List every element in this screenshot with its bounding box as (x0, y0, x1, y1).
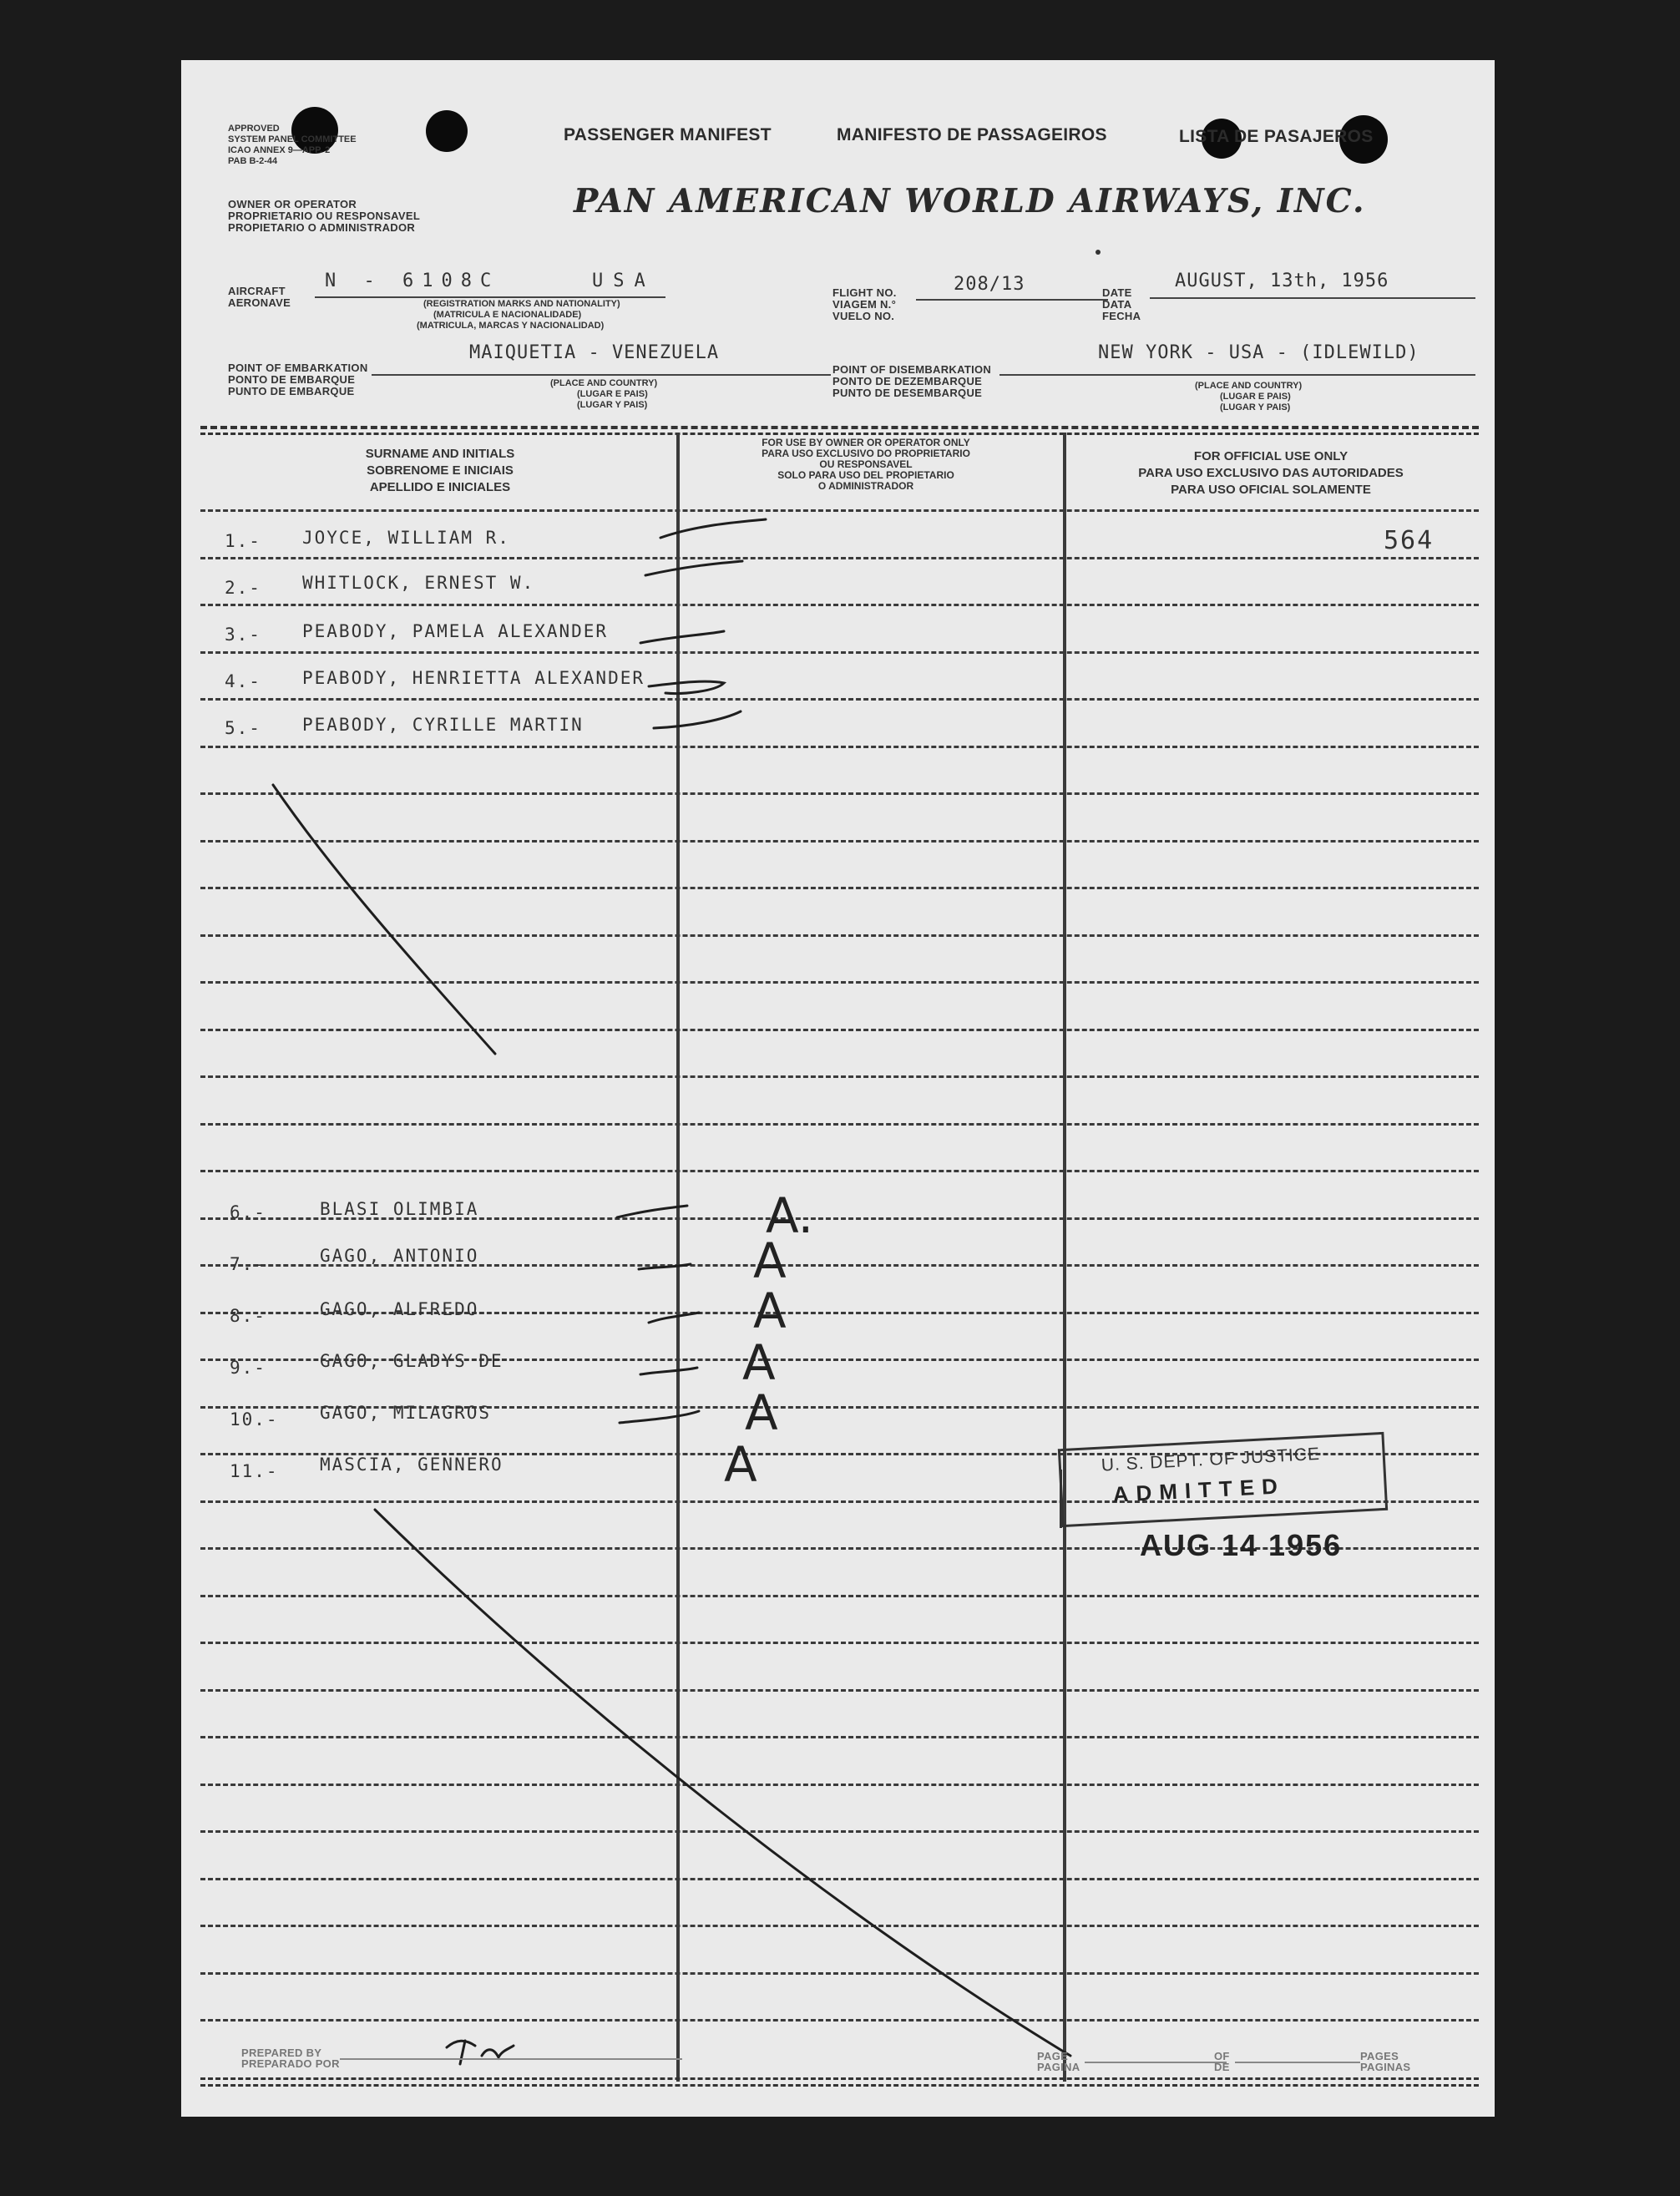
flight-label: VIAGEM N.° (832, 298, 897, 311)
admission-mark: A (724, 1436, 757, 1493)
cross-out-line (375, 1510, 1070, 2056)
aircraft-label: AERONAVE (228, 296, 291, 309)
stamp-agency: U. S. DEPT. OF JUSTICE (1101, 1444, 1321, 1475)
approval-line: PAB B-2-44 (228, 156, 278, 166)
col-surname-header: SURNAME AND INITIALS SOBRENOME E INICIAIS APELLIDO E INICIALES (365, 447, 515, 494)
initials-scrawl (447, 2041, 514, 2064)
owner-label: PROPRIETARIO OU RESPONSAVEL (228, 210, 421, 222)
tick-stroke (654, 711, 741, 728)
registration-caption: (REGISTRATION MARKS AND NATIONALITY) (423, 299, 620, 309)
passenger-name: GAGO, GLADYS DE (320, 1351, 503, 1371)
approval-line: APPROVED (228, 124, 280, 134)
passenger-number: 9.- (230, 1358, 266, 1378)
col-owner-header: FOR USE BY OWNER OR OPERATOR ONLY PARA USO EXCLUSIVO DO PROPRIETARIO OU RESPONSAVEL SOLO PARA USO DEL PROPIETARIO O ADMINISTRADOR (762, 437, 970, 492)
passenger-number: 5.- (225, 718, 261, 738)
passenger-name: BLASI OLIMBIA (320, 1199, 479, 1219)
passenger-number: 10.- (230, 1409, 279, 1429)
passenger-name: GAGO, ALFREDO (320, 1299, 479, 1319)
of-label: OF (1214, 2050, 1230, 2062)
manifest-sheet (181, 60, 1495, 2117)
of-underline (1235, 2062, 1360, 2063)
title-english: PASSENGER MANIFEST (564, 125, 772, 144)
passenger-name: PEABODY, PAMELA ALEXANDER (302, 621, 609, 641)
place-caption: (PLACE AND COUNTRY) (1195, 381, 1303, 391)
passenger-name: PEABODY, HENRIETTA ALEXANDER (302, 668, 645, 688)
date-label: FECHA (1102, 310, 1141, 322)
place-caption: (LUGAR Y PAIS) (577, 400, 648, 410)
tick-stroke (640, 1368, 697, 1374)
passenger-name: GAGO, ANTONIO (320, 1246, 479, 1266)
passenger-number: 8.- (230, 1306, 266, 1326)
passenger-name: GAGO, MILAGROS (320, 1403, 492, 1423)
place-caption: (LUGAR Y PAIS) (1220, 402, 1291, 412)
flight-label: FLIGHT NO. (832, 286, 897, 299)
tick-stroke (660, 519, 766, 538)
place-caption: (LUGAR E PAIS) (577, 389, 648, 399)
of-label: DE (1214, 2061, 1230, 2073)
flight-number: 208/13 (954, 274, 1025, 295)
owner-label: PROPIETARIO O ADMINISTRADOR (228, 221, 416, 234)
place-caption: (LUGAR E PAIS) (1220, 392, 1291, 402)
passenger-number: 11.- (230, 1461, 279, 1481)
tick-stroke (649, 1313, 699, 1323)
embarkation-value: MAIQUETIA - VENEZUELA (469, 342, 720, 363)
pages-label: PAGINAS (1360, 2061, 1411, 2073)
page-underline (1085, 2062, 1227, 2063)
date-value: AUGUST, 13th, 1956 (1175, 271, 1389, 291)
admission-mark: A. (766, 1187, 814, 1244)
aircraft-label: AIRCRAFT (228, 285, 286, 297)
aircraft-registration: N - 6108C (325, 271, 500, 291)
passenger-number: 7.- (230, 1254, 266, 1274)
disembarkation-label: POINT OF DISEMBARKATION (832, 363, 992, 376)
passenger-number: 2.- (225, 578, 261, 598)
stamp-status: ADMITTED (1111, 1473, 1286, 1507)
passenger-number: 3.- (225, 625, 261, 645)
page-label: PAGE (1037, 2050, 1069, 2062)
passenger-number: 6.- (230, 1202, 266, 1222)
flight-label: VUELO NO. (832, 310, 895, 322)
col-official-header: FOR OFFICIAL USE ONLY PARA USO EXCLUSIVO DAS AUTORIDADES PARA USO OFICIAL SOLAMENTE (1138, 449, 1404, 497)
passenger-name: PEABODY, CYRILLE MARTIN (302, 715, 584, 735)
embarkation-label: PUNTO DE EMBARQUE (228, 385, 355, 397)
disembarkation-label: PONTO DE DEZEMBARQUE (832, 375, 983, 387)
passenger-name: WHITLOCK, ERNEST W. (302, 573, 535, 593)
prepared-label: PREPARADO POR (241, 2057, 340, 2070)
stamp-border-left (1060, 1470, 1062, 1528)
passenger-name: JOYCE, WILLIAM R. (302, 528, 510, 548)
tick-stroke (617, 1206, 687, 1217)
prepared-underline (340, 2058, 682, 2060)
tick-stroke (640, 631, 724, 643)
title-spanish: LISTA DE PASAJEROS (1179, 127, 1374, 146)
admission-mark: A (745, 1384, 778, 1441)
passenger-number: 4.- (225, 671, 261, 691)
date-label: DATE (1102, 286, 1132, 299)
registration-caption: (MATRICULA E NACIONALIDADE) (433, 310, 582, 320)
passenger-number: 1.- (225, 531, 261, 551)
owner-label: OWNER OR OPERATOR (228, 198, 357, 210)
passenger-name: MASCIA, GENNERO (320, 1455, 503, 1475)
stamp-date: AUG 14 1956 (1140, 1528, 1343, 1562)
admission-mark: A (753, 1232, 787, 1289)
admission-mark: A (742, 1334, 776, 1391)
stray-dot (1096, 250, 1101, 255)
place-caption: (PLACE AND COUNTRY) (550, 378, 658, 388)
tick-stroke (645, 561, 742, 575)
pages-label: PAGES (1360, 2050, 1399, 2062)
approval-line: SYSTEM PANEL COMMITTEE (228, 134, 357, 144)
admission-mark: A (753, 1283, 787, 1339)
embarkation-label: PONTO DE EMBARQUE (228, 373, 356, 386)
title-portuguese: MANIFESTO DE PASSAGEIROS (837, 125, 1107, 144)
prepared-label: PREPARED BY (241, 2047, 322, 2059)
tick-stroke (649, 681, 724, 693)
disembarkation-value: NEW YORK - USA - (IDLEWILD) (1098, 342, 1419, 363)
date-label: DATA (1102, 298, 1132, 311)
registration-caption: (MATRICULA, MARCAS Y NACIONALIDAD) (417, 321, 605, 331)
cross-out-line (273, 785, 495, 1054)
disembarkation-label: PUNTO DE DESEMBARQUE (832, 387, 983, 399)
handwritten-strokes (181, 60, 1495, 2117)
official-number: 564 (1384, 526, 1435, 555)
tick-stroke (639, 1264, 691, 1269)
tick-stroke (620, 1411, 699, 1423)
aircraft-nationality: USA (592, 271, 655, 291)
embarkation-label: POINT OF EMBARKATION (228, 362, 368, 374)
page-label: PAGINA (1037, 2061, 1080, 2073)
approval-line: ICAO ANNEX 9—APP. 2 (228, 145, 331, 155)
company-name: PAN AMERICAN WORLD AIRWAYS, INC. (574, 182, 1366, 220)
